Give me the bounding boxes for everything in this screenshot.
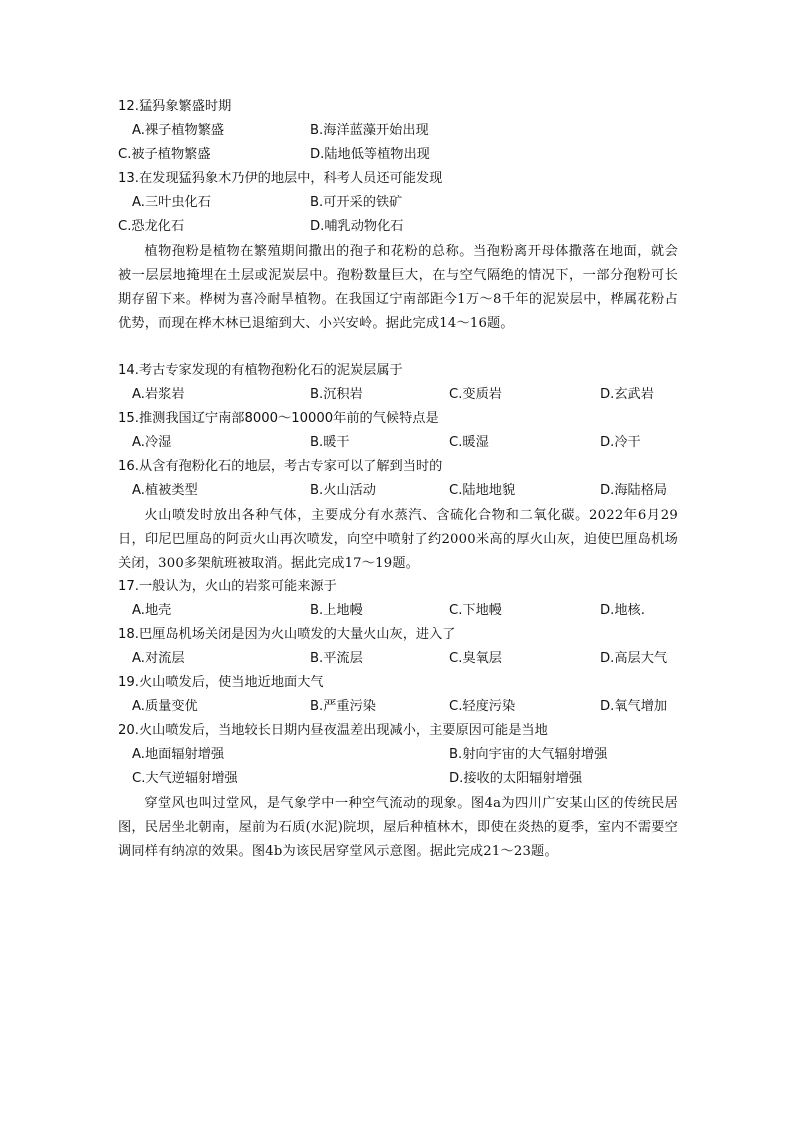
question-19-option-d: D.氧气增加 [600, 699, 668, 714]
question-20-option-b: B.射向宇宙的大气辐射增强 [449, 747, 608, 762]
question-13-option-b: B.可开采的铁矿 [310, 195, 403, 210]
question-13-stem: 13.在发现猛犸象木乃伊的地层中，科考人员还可能发现 [118, 171, 443, 186]
question-12-option-d: D.陆地低等植物出现 [310, 147, 430, 162]
question-15-option-d: D.冷干 [600, 435, 641, 450]
question-12-option-a: A.裸子植物繁盛 [132, 123, 225, 138]
question-14-option-d: D.玄武岩 [600, 387, 654, 402]
question-18-stem: 18.巴厘岛机场关闭是因为火山喷发的大量火山灰，进入了 [118, 627, 456, 642]
question-16-option-d: D.海陆格局 [600, 483, 668, 498]
question-18-option-a: A.对流层 [132, 651, 185, 666]
question-16-stem: 16.从含有孢粉化石的地层，考古专家可以了解到当时的 [118, 459, 443, 474]
question-17-option-c: C.下地幔 [449, 603, 502, 618]
question-16-option-a: A.植被类型 [132, 483, 198, 498]
question-17-option-b: B.上地幔 [310, 603, 363, 618]
question-16-option-c: C.陆地地貌 [449, 483, 516, 498]
passage-pollen: 植物孢粉是植物在繁殖期间撒出的孢子和花粉的总称。当孢粉离开母体撒落在地面，就会被一层层地掩埋在土层或泥炭层中。孢粉数量巨大，在与空气隔绝的情况下，一部分孢粉可长期存留下来。桦树为喜冷耐旱植物。在我国辽宁南部距今1万～8千年的泥炭层中，桦属花粉占优势，而现在桦木林已退缩到大、小兴安岭。据此完成14～16题。 [118, 244, 678, 331]
question-20-option-d: D.接收的太阳辐射增强 [449, 771, 583, 786]
question-12-option-b: B.海洋蓝藻开始出现 [310, 123, 429, 138]
question-19-option-b: B.严重污染 [310, 699, 376, 714]
question-19-option-a: A.质量变优 [132, 699, 198, 714]
question-14-option-a: A.岩浆岩 [132, 387, 185, 402]
question-15-option-c: C.暖湿 [449, 435, 489, 450]
question-18-option-b: B.平流层 [310, 651, 363, 666]
question-13-option-c: C.恐龙化石 [118, 219, 185, 234]
question-19-option-c: C.轻度污染 [449, 699, 516, 714]
passage-volcano: 火山喷发时放出各种气体，主要成分有水蒸汽、含硫化合物和二氧化碳。2022年6月29日，印尼巴厘岛的阿贡火山再次喷发，向空中喷射了约2000米高的厚火山灰，迫使巴厘岛机场关闭，300多架航班被取消。据此完成17～19题。 [118, 508, 678, 571]
question-13-option-d: D.哺乳动物化石 [310, 219, 404, 234]
question-20-option-a: A.地面辐射增强 [132, 747, 225, 762]
question-14-stem: 14.考古专家发现的有植物孢粉化石的泥炭层属于 [118, 363, 403, 378]
question-20-stem: 20.火山喷发后，当地较长日期内昼夜温差出现减小，主要原因可能是当地 [118, 723, 548, 738]
question-12-stem: 12.猛犸象繁盛时期 [118, 99, 232, 114]
question-17-option-a: A.地壳 [132, 603, 172, 618]
question-14-option-c: C.变质岩 [449, 387, 502, 402]
question-15-option-b: B.暖干 [310, 435, 350, 450]
passage-draft-wind: 穿堂风也叫过堂风，是气象学中一种空气流动的现象。图4a为四川广安某山区的传统民居图，民居坐北朝南，屋前为石质(水泥)院坝，屋后种植林木，即使在炎热的夏季，室内不需要空调同样有纳凉的效果。图4b为该民居穿堂风示意图。据此完成21～23题。 [118, 796, 678, 859]
question-17-stem: 17.一般认为，火山的岩浆可能来源于 [118, 579, 337, 594]
question-20-option-c: C.大气逆辐射增强 [132, 771, 238, 786]
question-14-option-b: B.沉积岩 [310, 387, 363, 402]
question-17-option-d: D.地核. [600, 603, 645, 618]
question-15-stem: 15.推测我国辽宁南部8000～10000年前的气候特点是 [118, 411, 439, 426]
question-12-option-c: C.被子植物繁盛 [118, 147, 211, 162]
question-15-option-a: A.冷湿 [132, 435, 172, 450]
question-18-option-c: C.臭氧层 [449, 651, 502, 666]
question-18-option-d: D.高层大气 [600, 651, 668, 666]
question-16-option-b: B.火山活动 [310, 483, 376, 498]
question-13-option-a: A.三叶虫化石 [132, 195, 211, 210]
question-19-stem: 19.火山喷发后，使当地近地面大气 [118, 675, 324, 690]
